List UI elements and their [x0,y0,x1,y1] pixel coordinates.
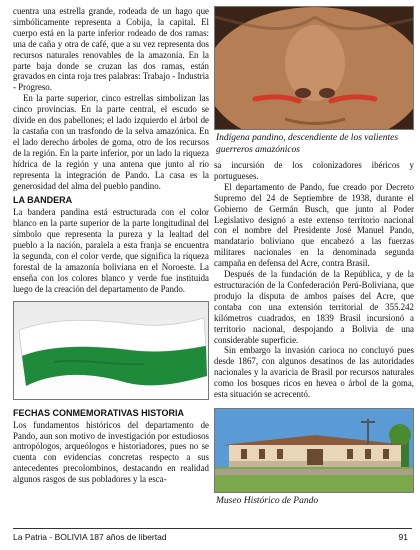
heading-dates: FECHAS CONMEMORATIVAS HISTORIA [13,407,185,418]
right-paragraph-1: sa incursión de los colonizadores ibéricos y portugueses. [214,160,414,181]
dates-paragraph: Los fundamentos históricos del departamento de Pando, aun son motivo de investigación por estudiosos antropólogos, arqueólogos e historiadores, pues no se cuenta con evidencias concretas respecto a sus antecedentes precolombinos, destacando en realidad algunos rasgos de sus pobladores y la esca- [13,419,209,485]
flag-photo [13,301,209,400]
left-paragraph-1: cuentra una estrella grande, rodeada de un hago que simbólicamente representa a Cobija, la capital. El cuerpo está en la parte inferior rodeado de dos ramas: una de caña y otra de café, que a su vez representa dos recursos naturales renovables de la amazonía. En la parte baja donde se cruzan las dos ramas, están gravados en cinta roja tres palabras: Trabajo - Industria - Progreso. [13,6,209,93]
right-paragraph-4: Sin embargo la invasión carioca no concluyó pues desde 1867, con algunos desatinos de las autoridades nacionales y la avaricia de Brasil por recursos naturales como los bosques ricos en hevea o árbol de la goma, esta situación se acrecentó. [214,345,414,400]
left-column [13,6,209,485]
right-paragraph-3: Después de la fundación de la República, y de la estructuración de la Confederación Perú-Boliviana, que produjo la disputa de ambos países del Acre, que contaba con una extensión territorial de 355.242 kilómetros cuadrados, en 1839 Brasil incursionó a territorio nacional, despojando a Bolivia de una considerable superficie. [214,269,414,345]
indigenous-face-illustration [215,7,414,129]
page-number: 91 [398,532,408,542]
caption-indigenous: Indígena pandino, descendiente de los valientes guerreros amazónicos [216,133,399,155]
left-paragraph-2: En la parte superior, cinco estrellas simbolizan las cinco provincias. En la parte central, el escudo se divide en dos pabellones; el lado izquierdo el árbol de la castaña con un trasfondo de la selva amazónica. En el lado derecho árboles de goma, otro de los recursos de la región. En la parte inferior, por un lado la riqueza hídrica de la región y una antena que junto al río representa la integración de Pando. La casa es la generosidad del alma del pueblo pandino. [13,93,209,191]
indigenous-photo [214,6,414,130]
heading-flag: LA BANDERA [13,195,73,206]
museum-illustration [215,409,414,492]
right-column [214,6,414,511]
flag-illustration [14,302,209,399]
museum-photo [214,408,414,493]
flag-paragraph: La bandera pandina está estructurada con el color blanco en la parte superior de la parte longitudinal del símbolo que representa la pureza y la lealtad del pueblo a la nación, paralela a esta franja se encuentra la segunda, con el color verde, que significa la riqueza forestal de la amazonía boliviana en el Noroeste. La enseña con los colores blanco y verde fue instituida luego de la creación del departamento de Pando. [13,207,209,294]
caption-museum: Museo Histórico de Pando [216,495,319,506]
right-paragraph-2: El departamento de Pando, fue creado por Decreto Supremo del 24 de Septiembre de 1938, durante el Gobierno de Germán Busch, que junto al Poder Legislativo designó a este extenso territorio nacional con el nombre del Presidente José Manuel Pando, mandatario boliviano que encabezó a las fuerzas militares nacionales en la denominada segunda campaña en defensa del Acre, contra Brasil. [214,181,414,269]
footer-publication: La Patria - BOLIVIA 187 años de libertad [13,532,167,542]
page-footer [13,528,412,542]
